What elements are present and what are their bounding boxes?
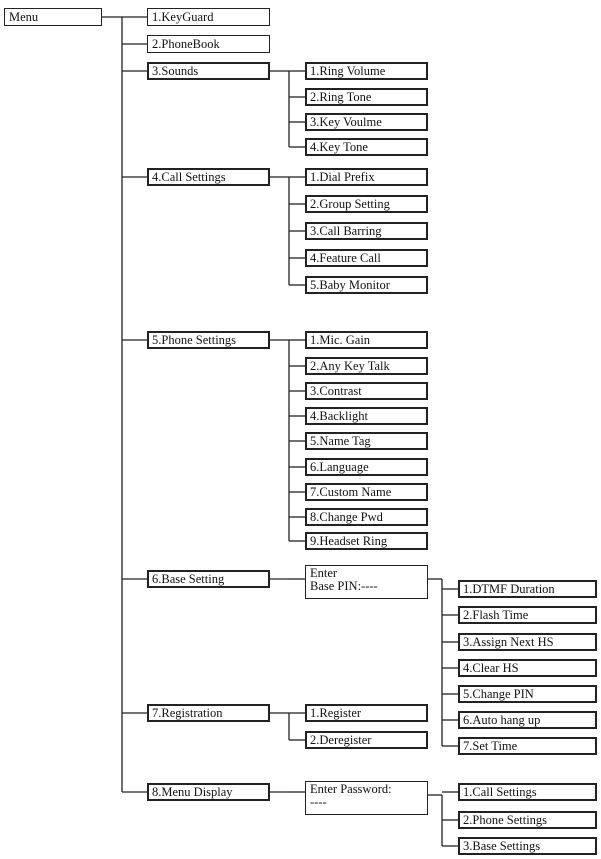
menu-item-box: 6.Base Setting [147,570,270,588]
submenu-item-box: 5.Name Tag [305,432,428,450]
submenu-item-box: 4.Backlight [305,407,428,425]
submenu-item-box: 1.Mic. Gain [305,331,428,349]
menu-item-box: 4.Call Settings [147,168,270,186]
submenu-item-box: 7.Set Time [458,737,597,755]
menu-item-box: 2.PhoneBook [147,35,270,53]
submenu-item-box: 1.Dial Prefix [305,168,428,186]
submenu-item-box: 4.Key Tone [305,138,428,156]
submenu-item-box: 3.Call Barring [305,222,428,240]
submenu-item-box: 7.Custom Name [305,483,428,501]
submenu-item-box: 3.Key Voulme [305,113,428,131]
prompt-line: ---- [310,795,327,809]
submenu-item-box: 3.Contrast [305,382,428,400]
pin-prompt-box [305,781,428,815]
menu-item-box: 1.KeyGuard [147,8,270,26]
submenu-item-box: 8.Change Pwd [305,508,428,526]
submenu-item-box: 1.Call Settings [458,783,597,801]
prompt-line: Enter [310,566,338,580]
submenu-item-box: 1.Ring Volume [305,62,428,80]
submenu-item-box: 4.Clear HS [458,659,597,677]
submenu-item-box: 2.Phone Settings [458,811,597,829]
menu-item-box: 5.Phone Settings [147,331,270,349]
submenu-item-box: 1.DTMF Duration [458,580,597,598]
menu-root-box: Menu [4,8,102,26]
menu-item-box: 3.Sounds [147,62,270,80]
submenu-item-box: 2.Flash Time [458,606,597,624]
prompt-line: Base PIN:---- [310,579,378,593]
submenu-item-box: 2.Group Setting [305,195,428,213]
submenu-item-box: 9.Headset Ring [305,532,428,550]
menu-item-box: 8.Menu Display [147,783,270,801]
submenu-item-box: 1.Register [305,704,428,722]
submenu-item-box: 6.Language [305,458,428,476]
submenu-item-box: 3.Assign Next HS [458,633,597,651]
submenu-item-box: 4.Feature Call [305,249,428,267]
submenu-item-box: 3.Base Settings [458,837,597,855]
submenu-item-box: 2.Any Key Talk [305,357,428,375]
submenu-item-box: 5.Baby Monitor [305,276,428,294]
menu-item-box: 7.Registration [147,704,270,722]
submenu-item-box: 6.Auto hang up [458,711,597,729]
prompt-line: Enter Password: [310,782,392,796]
submenu-item-box: 2.Ring Tone [305,88,428,106]
submenu-item-box: 2.Deregister [305,731,428,749]
pin-prompt-box [305,565,428,599]
submenu-item-box: 5.Change PIN [458,685,597,703]
